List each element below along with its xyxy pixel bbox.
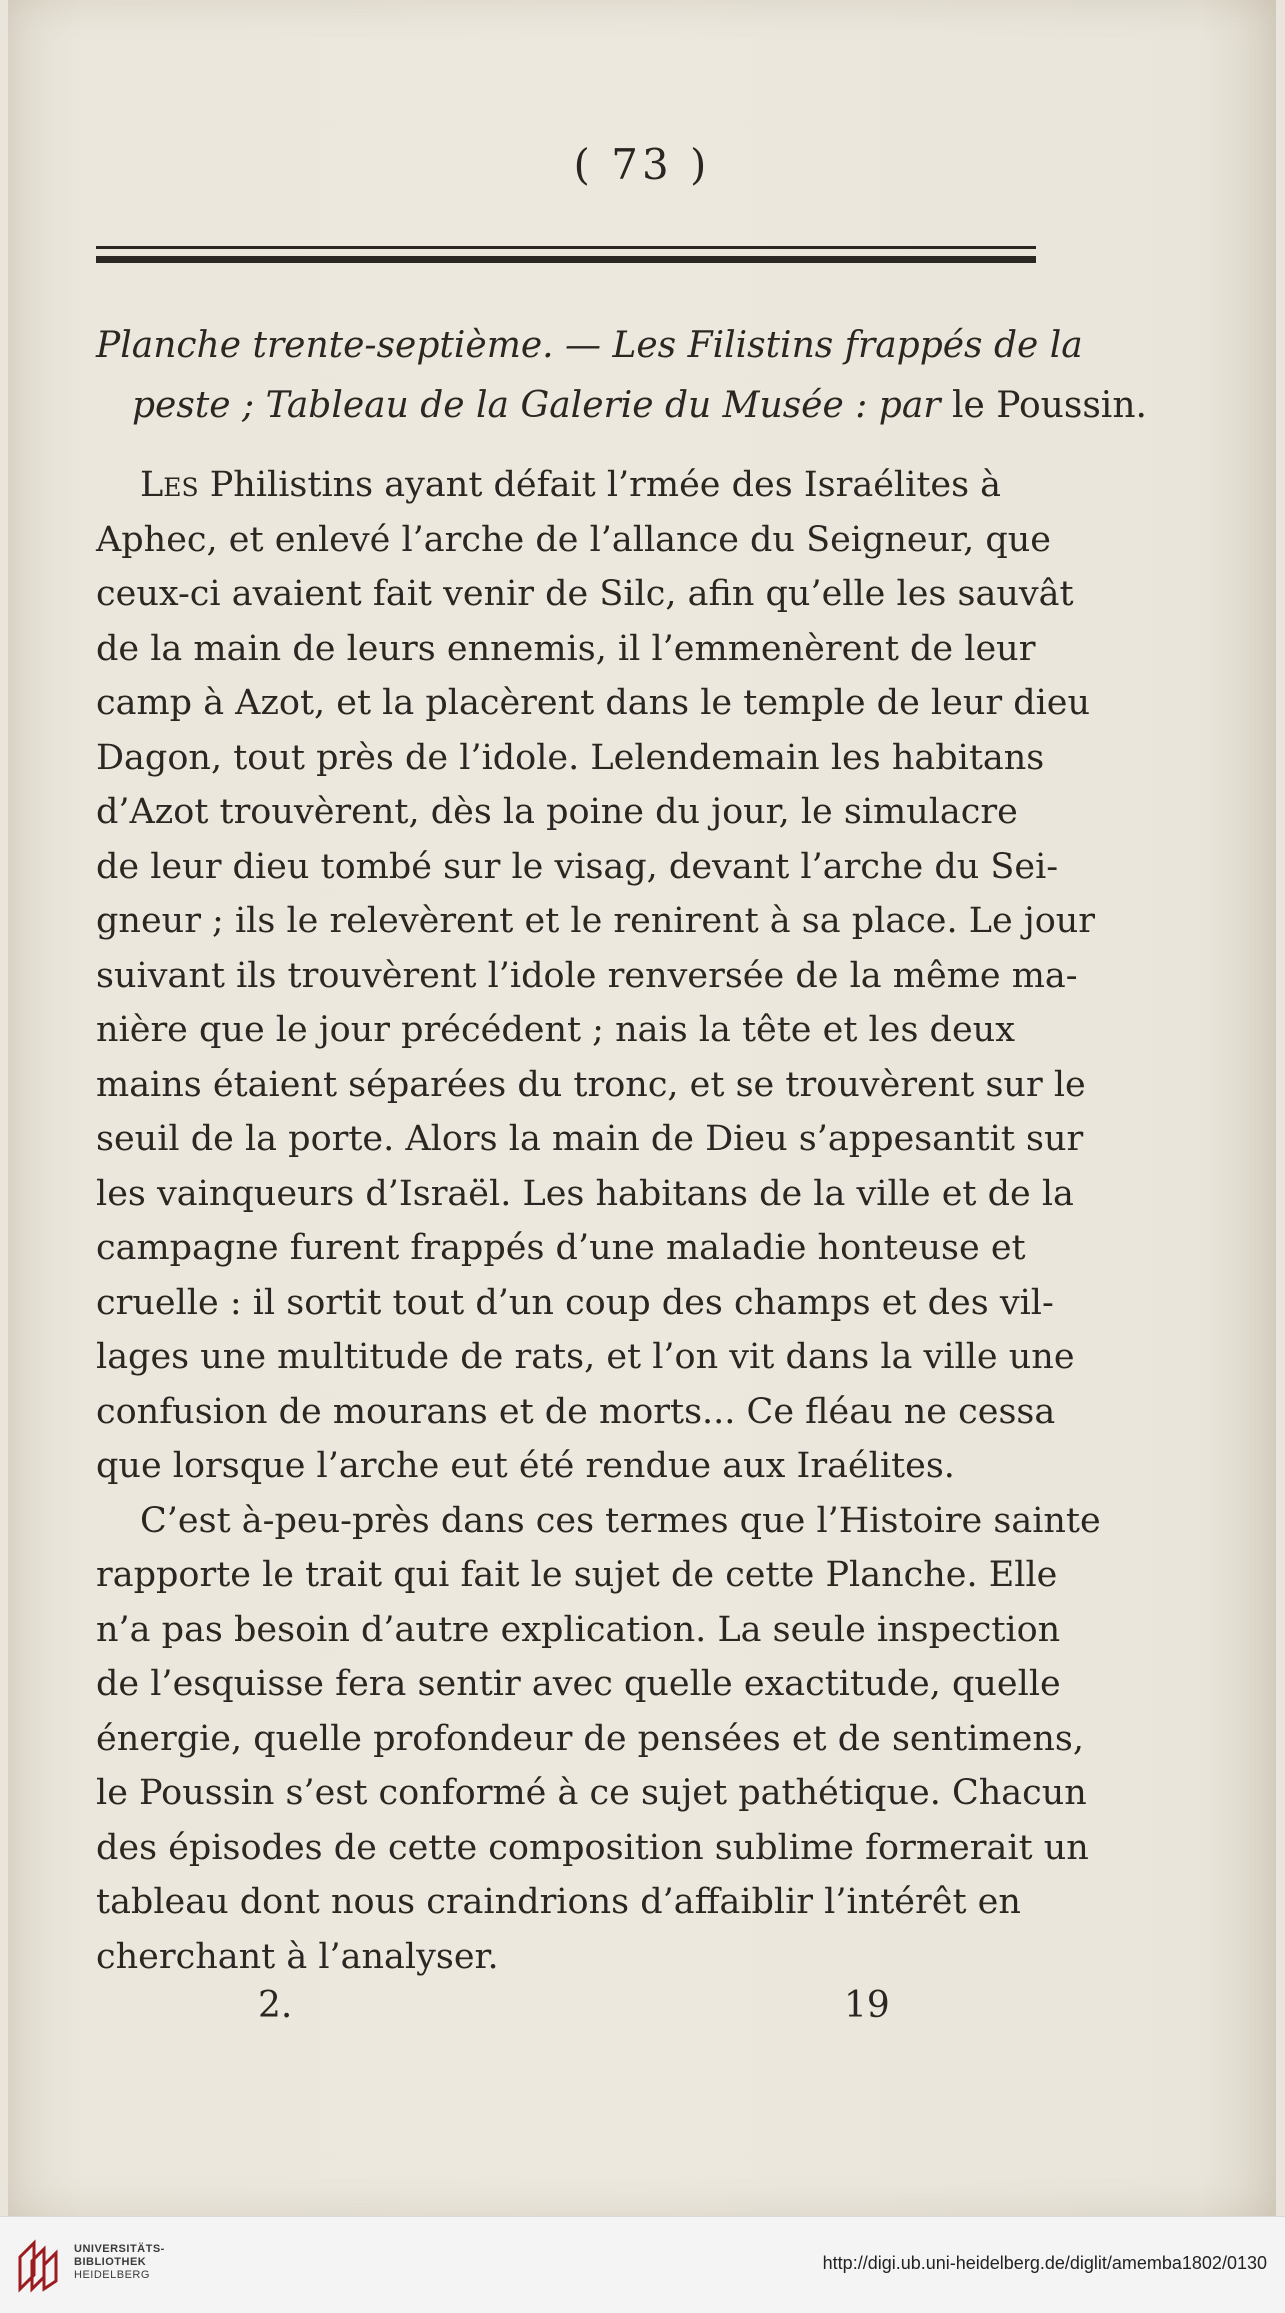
body-line: énergie, quelle profondeur de pensées et de sentimens,: [96, 1718, 1084, 1759]
plate-title: [96, 316, 1147, 436]
body-line: que lorsque l’arche eut été rendue aux Iraélites.: [96, 1446, 955, 1486]
body-line: C’est à-peu-près dans ces termes que l’Histoire sainte: [140, 1500, 1101, 1541]
body-line: nière que le jour précédent ; nais la tête et les deux: [96, 1010, 1015, 1050]
scanned-page: [8, 0, 1276, 2216]
body-line: suivant ils trouvèrent l’idole renversée de la même ma-: [96, 955, 1078, 996]
body-line: confusion de mourans et de morts... Ce fléau ne cessa: [96, 1391, 1056, 1432]
page-number: ( 73 ): [573, 140, 711, 189]
signature-number: 19: [844, 1985, 890, 2026]
university-logo-icon[interactable]: [14, 2237, 66, 2295]
body-line: des épisodes de cette composition sublime formerait un: [96, 1827, 1089, 1868]
body-line: mains étaient séparées du tronc, et se trouvèrent sur le: [96, 1064, 1086, 1105]
library-name-line: HEIDELBERG: [74, 2269, 150, 2281]
body-line: gneur ; ils le relevèrent et le renirent à sa place. Le jour: [96, 901, 1096, 941]
body-line: Aphec, et enlevé l’arche de l’allance du Seigneur, que: [96, 519, 1051, 560]
library-name-line: UNIVERSITÄTS-: [74, 2243, 165, 2255]
body-line: Les Philistins ayant défait l’rmée des Israélites à: [140, 465, 1002, 505]
header-rule-thin: [96, 246, 1036, 249]
body-line: rapporte le trait qui fait le sujet de cette Planche. Elle: [96, 1555, 1058, 1595]
body-line: d’Azot trouvèrent, dès la poine du jour, le simulacre: [96, 792, 1018, 832]
title-line-1: Planche trente-septième. — Les Filistins frappés de la: [96, 325, 1083, 366]
body-line: de leur dieu tombé sur le visag, devant l’arche du Sei-: [96, 846, 1059, 887]
body-line: tableau dont nous craindrions d’affaiblir l’intérêt en: [96, 1882, 1021, 1922]
body-line: lages une multitude de rats, et l’on vit dans la ville une: [96, 1337, 1075, 1377]
source-url-link[interactable]: http://digi.ub.uni-heidelberg.de/diglit/amemba1802/0130: [822, 2253, 1267, 2273]
body-line: cruelle : il sortit tout d’un coup des champs et des vil-: [96, 1282, 1054, 1323]
body-text: [96, 458, 1101, 1984]
first-word: Les: [140, 465, 199, 505]
body-line: seuil de la porte. Alors la main de Dieu s’appesantit sur: [96, 1119, 1084, 1159]
title-line-2-text: peste ; Tableau de la Galerie du Musée : par: [132, 385, 941, 426]
body-line: Dagon, tout près de l’idole. Lelendemain les habitans: [96, 737, 1045, 778]
body-line: campagne furent frappés d’une maladie honteuse et: [96, 1228, 1026, 1268]
title-author: le Poussin.: [951, 385, 1147, 426]
body-line: de la main de leurs ennemis, il l’emmenèrent de leur: [96, 628, 1036, 669]
viewer-footer-bar: [0, 2216, 1285, 2313]
body-line: ceux-ci avaient fait venir de Silc, afin qu’elle les sauvât: [96, 574, 1074, 614]
signature-mark: 2.: [258, 1985, 293, 2026]
library-name: [74, 2243, 165, 2282]
title-line-2: [96, 376, 1147, 436]
body-line: camp à Azot, et la placèrent dans le temple de leur dieu: [96, 683, 1091, 723]
header-rule-thick: [96, 256, 1036, 263]
body-line: les vainqueurs d’Israël. Les habitans de la ville et de la: [96, 1173, 1074, 1214]
body-line: de l’esquisse fera sentir avec quelle exactitude, quelle: [96, 1664, 1061, 1704]
body-line: n’a pas besoin d’autre explication. La seule inspection: [96, 1609, 1061, 1650]
body-line: cherchant à l’analyser.: [96, 1936, 499, 1977]
library-name-line: BIBLIOTHEK: [74, 2256, 147, 2268]
body-line: le Poussin s’est conformé à ce sujet pathétique. Chacun: [96, 1773, 1087, 1813]
